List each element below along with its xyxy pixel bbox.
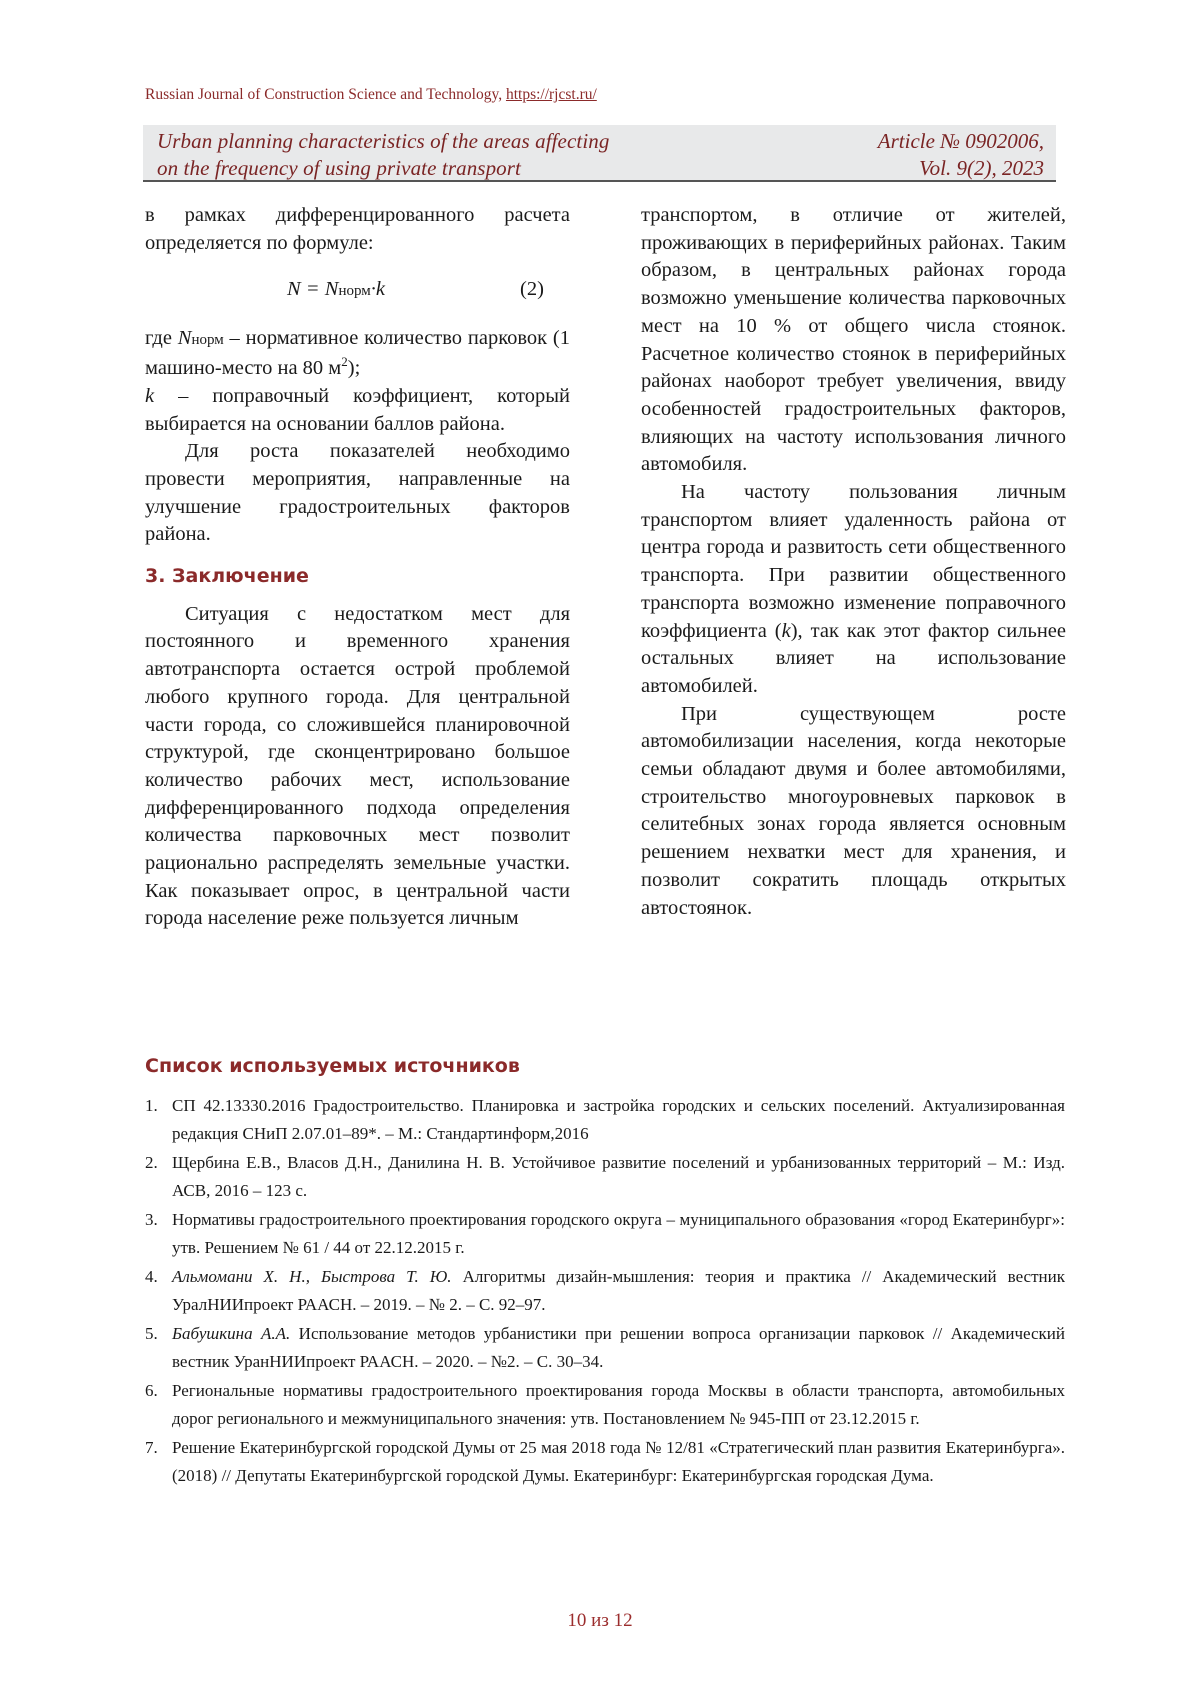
paragraph: При существующем росте автомобилизации населения, когда некоторые семьи обладают двумя и более автомобилями, строительство многоуровневых парковок в селитебных зонах города является основным решением нехватки мест для хранения, и позволит сократить площадь открытых автостоянок. bbox=[641, 702, 1066, 919]
reference-item: 7. Решение Екатеринбургской городской Думы от 25 мая 2018 года № 12/81 «Стратегический план развития Екатеринбурга». (2018) // Депутаты Екатеринбургской городской Думы. Екатеринбург: Екатеринбургская городская Дума. bbox=[145, 1438, 1065, 1485]
formula-2 bbox=[145, 276, 570, 304]
formula-expression: N = Nнорм·k bbox=[287, 278, 385, 301]
section-heading: 3. Заключение bbox=[145, 565, 309, 588]
reference-item: 1. СП 42.13330.2016 Градостроительство. Планировка и застройка городских и сельских поселений. Актуализированная редакция СНиП 2.07.01–89*. – М.: Стандартинформ,2016 bbox=[145, 1096, 1065, 1143]
article-number: Article № 0902006, bbox=[877, 129, 1044, 153]
formula-where: где Nнорм – нормативное количество парковок (1 машино-место на 80 $м^2$); bbox=[145, 327, 571, 380]
paragraph: транспортом, в отличие от жителей, проживающих в периферийных районах. Таким образом, в центральных районах города возможно уменьшение количества парковочных мест на 10 % от общего числа стоянок. Расчетное количество стоянок в периферийных районах наоборот требует увеличения, ввиду особенностей градостроительных факторов, влияющих на частоту использования личного автомобиля. bbox=[641, 204, 1066, 476]
k-definition: k – поправочный коэффициент, который выбирается на основании баллов района. bbox=[145, 384, 570, 435]
article-info bbox=[878, 128, 1044, 182]
left-column bbox=[145, 202, 570, 933]
reference-item: 4. Альмомани Х. Н., Быстрова Т. Ю. Алгоритмы дизайн-мышления: теория и практика // Академический вестник УралНИИпроект РААСН. – 2019. – № 2. – С. 92–97. bbox=[145, 1267, 1065, 1314]
paragraph: Ситуация с недостатком мест для постоянного и временного хранения автотранспорта остается острой проблемой любого крупного города. Для центральной части города, со сложившейся планировочной структурой, где сконцентрировано большое количество рабочих мест, использование дифференцированного подхода определения количества парковочных мест позволит рационально распределять земельные участки. Как показывает опрос, в центральной части города население реже пользуется личным bbox=[145, 602, 570, 930]
reference-item: 6. Региональные нормативы градостроительного проектирования города Москвы в области транспорта, автомобильных дорог регионального и межмуниципального значения: утв. Постановлением № 945-ПП от 23.12.2015 г. bbox=[145, 1381, 1065, 1428]
reference-item: 3. Нормативы градостроительного проектирования городского округа – муниципального образования «город Екатеринбург»: утв. Решением № 61 / 44 от 22.12.2015 г. bbox=[145, 1210, 1065, 1257]
paragraph: Для роста показателей необходимо провести мероприятия, направленные на улучшение градостроительных факторов района. bbox=[145, 440, 570, 546]
journal-name: Russian Journal of Construction Science and Technology, bbox=[145, 86, 503, 103]
formula-number: (2) bbox=[520, 278, 544, 301]
right-column bbox=[641, 202, 1066, 922]
reference-item: 5. Бабушкина А.А. Использование методов урбанистики при решении вопроса организации парковок // Академический вестник УранНИИпроект РААСН. – 2020. – №2. – С. 30–34. bbox=[145, 1324, 1065, 1371]
article-title-line-2: on the frequency of using private transport bbox=[157, 156, 521, 180]
paragraph: На частоту пользования личным транспортом влияет удаленность района от центра города и развитость сети общественного транспорта. При развитии общественного транспорта возможно изменение поправочного коэффициента (k), так как этот фактор сильнее остальных влияет на использование автомобилей. bbox=[641, 481, 1066, 697]
page-number: 10 из 12 bbox=[567, 1610, 633, 1631]
paragraph: в рамках дифференцированного расчета определяется по формуле: bbox=[145, 204, 570, 254]
journal-url-link[interactable]: https://rjcst.ru/ bbox=[505, 86, 597, 103]
article-title-line-1: Urban planning characteristics of the areas affecting bbox=[157, 129, 610, 153]
references-heading: Список используемых источников bbox=[145, 1055, 520, 1077]
journal-line bbox=[145, 86, 597, 104]
references-list bbox=[145, 1092, 1065, 1491]
reference-item: 2. Щербина Е.В., Власов Д.Н., Данилина Н. В. Устойчивое развитие поселений и урбанизованных территорий – М.: Изд. АСВ, 2016 – 123 с. bbox=[145, 1153, 1065, 1200]
running-header bbox=[143, 125, 1056, 182]
volume-info: Vol. 9(2), 2023 bbox=[919, 156, 1044, 180]
article-title bbox=[157, 128, 609, 182]
